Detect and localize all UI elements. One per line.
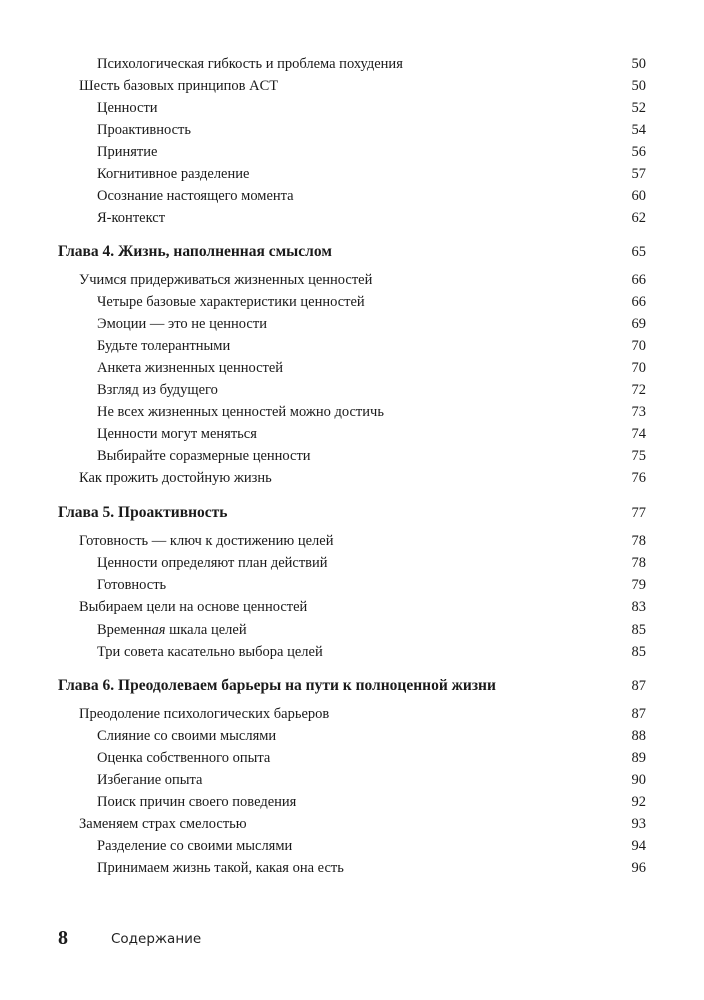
toc-entry-page: 96 xyxy=(631,860,646,876)
toc-entry[interactable] xyxy=(0,858,704,878)
toc-entry-page: 87 xyxy=(631,706,646,722)
chapter-title: Глава 5. Проактивность xyxy=(58,504,228,521)
toc-entry-title: Принимаем жизнь такой, какая она есть xyxy=(97,860,344,876)
toc-entry[interactable] xyxy=(0,814,704,834)
toc-entry-page: 78 xyxy=(631,555,646,571)
toc-entry[interactable] xyxy=(0,770,704,790)
toc-entry-page: 72 xyxy=(631,382,646,398)
toc-entry[interactable] xyxy=(0,380,704,400)
toc-entry[interactable] xyxy=(0,620,704,640)
toc-entry-title: Как прожить достойную жизнь xyxy=(79,470,272,486)
toc-entry-page: 62 xyxy=(631,210,646,226)
toc-entry[interactable] xyxy=(0,270,704,290)
toc-entry-page: 85 xyxy=(631,622,646,638)
toc-entry[interactable] xyxy=(0,186,704,206)
toc-entry[interactable] xyxy=(0,748,704,768)
toc-entry-title: Ценности xyxy=(97,100,158,116)
toc-entry[interactable] xyxy=(0,836,704,856)
toc-entry-title: Заменяем страх смелостью xyxy=(79,816,247,832)
toc-entry[interactable] xyxy=(0,54,704,74)
toc-entry[interactable] xyxy=(0,704,704,724)
toc-chapter-heading[interactable] xyxy=(0,242,704,262)
toc-entry[interactable] xyxy=(0,597,704,617)
toc-entry-title: Преодоление психологических барьеров xyxy=(79,706,330,722)
toc-entry[interactable] xyxy=(0,726,704,746)
toc-entry-page: 93 xyxy=(631,816,646,832)
toc-entry-title: Готовность xyxy=(97,577,167,593)
toc-entry-title: Разделение со своими мыслями xyxy=(97,838,293,854)
toc-entry[interactable] xyxy=(0,553,704,573)
toc-entry-page: 60 xyxy=(631,188,646,204)
toc-entry-title: Поиск причин своего поведения xyxy=(97,794,297,810)
toc-entry-page: 77 xyxy=(631,505,646,521)
toc-entry[interactable] xyxy=(0,292,704,312)
toc-entry-page: 70 xyxy=(631,338,646,354)
chapter-title: Глава 4. Жизнь, наполненная смыслом xyxy=(58,243,332,260)
toc-entry[interactable] xyxy=(0,531,704,551)
toc-entry-title: Психологическая гибкость и проблема похудения xyxy=(97,56,403,72)
toc-entry[interactable] xyxy=(0,76,704,96)
toc-entry-title: Три совета касательно выбора целей xyxy=(97,644,323,660)
toc-entry-page: 50 xyxy=(631,78,646,94)
toc-entry-title: Принятие xyxy=(97,144,158,160)
toc-entry-page: 87 xyxy=(631,678,646,694)
title-part-italic: ая xyxy=(151,622,166,638)
toc-entry-page: 50 xyxy=(631,56,646,72)
toc-entry-title: Эмоции — это не ценности xyxy=(97,316,267,332)
toc-entry-page: 66 xyxy=(631,294,646,310)
toc-entry-title: Выбирайте соразмерные ценности xyxy=(97,448,311,464)
toc-entry-title: Не всех жизненных ценностей можно достичь xyxy=(97,404,384,420)
page-number: 8 xyxy=(58,927,68,949)
toc-entry-title: Я-контекст xyxy=(97,210,166,226)
toc-entry-page: 65 xyxy=(631,244,646,260)
toc-entry-title: Избегание опыта xyxy=(97,772,203,788)
toc-entry-page: 75 xyxy=(631,448,646,464)
toc-entry-title: Ценности определяют план действий xyxy=(97,555,328,571)
toc-entry[interactable] xyxy=(0,208,704,228)
toc-entry-title: Шесть базовых принципов ACT xyxy=(79,78,279,94)
toc-entry-title: Слияние со своими мыслями xyxy=(97,728,277,744)
toc-entry[interactable] xyxy=(0,336,704,356)
toc-entry-page: 69 xyxy=(631,316,646,332)
toc-entry-page: 73 xyxy=(631,404,646,420)
toc-entry[interactable] xyxy=(0,314,704,334)
toc-entry-title: Взгляд из будущего xyxy=(97,382,218,398)
toc-entry-page: 90 xyxy=(631,772,646,788)
toc-entry-page: 83 xyxy=(631,599,646,615)
toc-entry-page: 88 xyxy=(631,728,646,744)
toc-entry-page: 52 xyxy=(631,100,646,116)
toc-entry[interactable] xyxy=(0,120,704,140)
toc-entry[interactable] xyxy=(0,402,704,422)
toc-entry[interactable] xyxy=(0,142,704,162)
toc-entry-title: Когнитивное разделение xyxy=(97,166,250,182)
toc-entry-page: 57 xyxy=(631,166,646,182)
toc-entry-title: Учимся придерживаться жизненных ценностей xyxy=(79,272,373,288)
toc-entry-page: 78 xyxy=(631,533,646,549)
chapter-title: Глава 6. Преодолеваем барьеры на пути к полноценной жизни xyxy=(58,677,496,694)
toc-entry-title xyxy=(97,620,247,640)
toc-chapter-heading[interactable] xyxy=(0,676,704,696)
toc-entry[interactable] xyxy=(0,358,704,378)
title-part: Временн xyxy=(97,622,152,638)
toc-entry-title: Ценности могут меняться xyxy=(97,426,257,442)
running-footer-label: Содержание xyxy=(111,931,202,947)
toc-entry-page: 85 xyxy=(631,644,646,660)
toc-entry-page: 89 xyxy=(631,750,646,766)
toc-entry-page: 70 xyxy=(631,360,646,376)
toc-entry-page: 94 xyxy=(631,838,646,854)
toc-entry[interactable] xyxy=(0,642,704,662)
toc-entry[interactable] xyxy=(0,468,704,488)
toc-entry[interactable] xyxy=(0,164,704,184)
toc-entry-title: Выбираем цели на основе ценностей xyxy=(79,599,308,615)
toc-entry-page: 54 xyxy=(631,122,646,138)
toc-entry-title: Осознание настоящего момента xyxy=(97,188,294,204)
toc-entry-title: Оценка собственного опыта xyxy=(97,750,271,766)
toc-entry[interactable] xyxy=(0,98,704,118)
toc-entry-page: 76 xyxy=(631,470,646,486)
toc-entry-title: Проактивность xyxy=(97,122,191,138)
toc-entry-page: 66 xyxy=(631,272,646,288)
toc-entry-title: Четыре базовые характеристики ценностей xyxy=(97,294,365,310)
toc-chapter-heading[interactable] xyxy=(0,503,704,523)
toc-entry[interactable] xyxy=(0,446,704,466)
toc-entry[interactable] xyxy=(0,575,704,595)
title-part: шкала целей xyxy=(165,622,247,638)
page-footer xyxy=(0,924,704,952)
toc-entry-title: Анкета жизненных ценностей xyxy=(97,360,284,376)
toc-entry-page: 79 xyxy=(631,577,646,593)
toc-entry-page: 56 xyxy=(631,144,646,160)
toc-entry-page: 92 xyxy=(631,794,646,810)
toc-entry[interactable] xyxy=(0,792,704,812)
toc-entry-title: Готовность — ключ к достижению целей xyxy=(79,533,334,549)
toc-entry-title: Будьте толерантными xyxy=(97,338,231,354)
toc-entry[interactable] xyxy=(0,424,704,444)
toc-entry-page: 74 xyxy=(631,426,646,442)
